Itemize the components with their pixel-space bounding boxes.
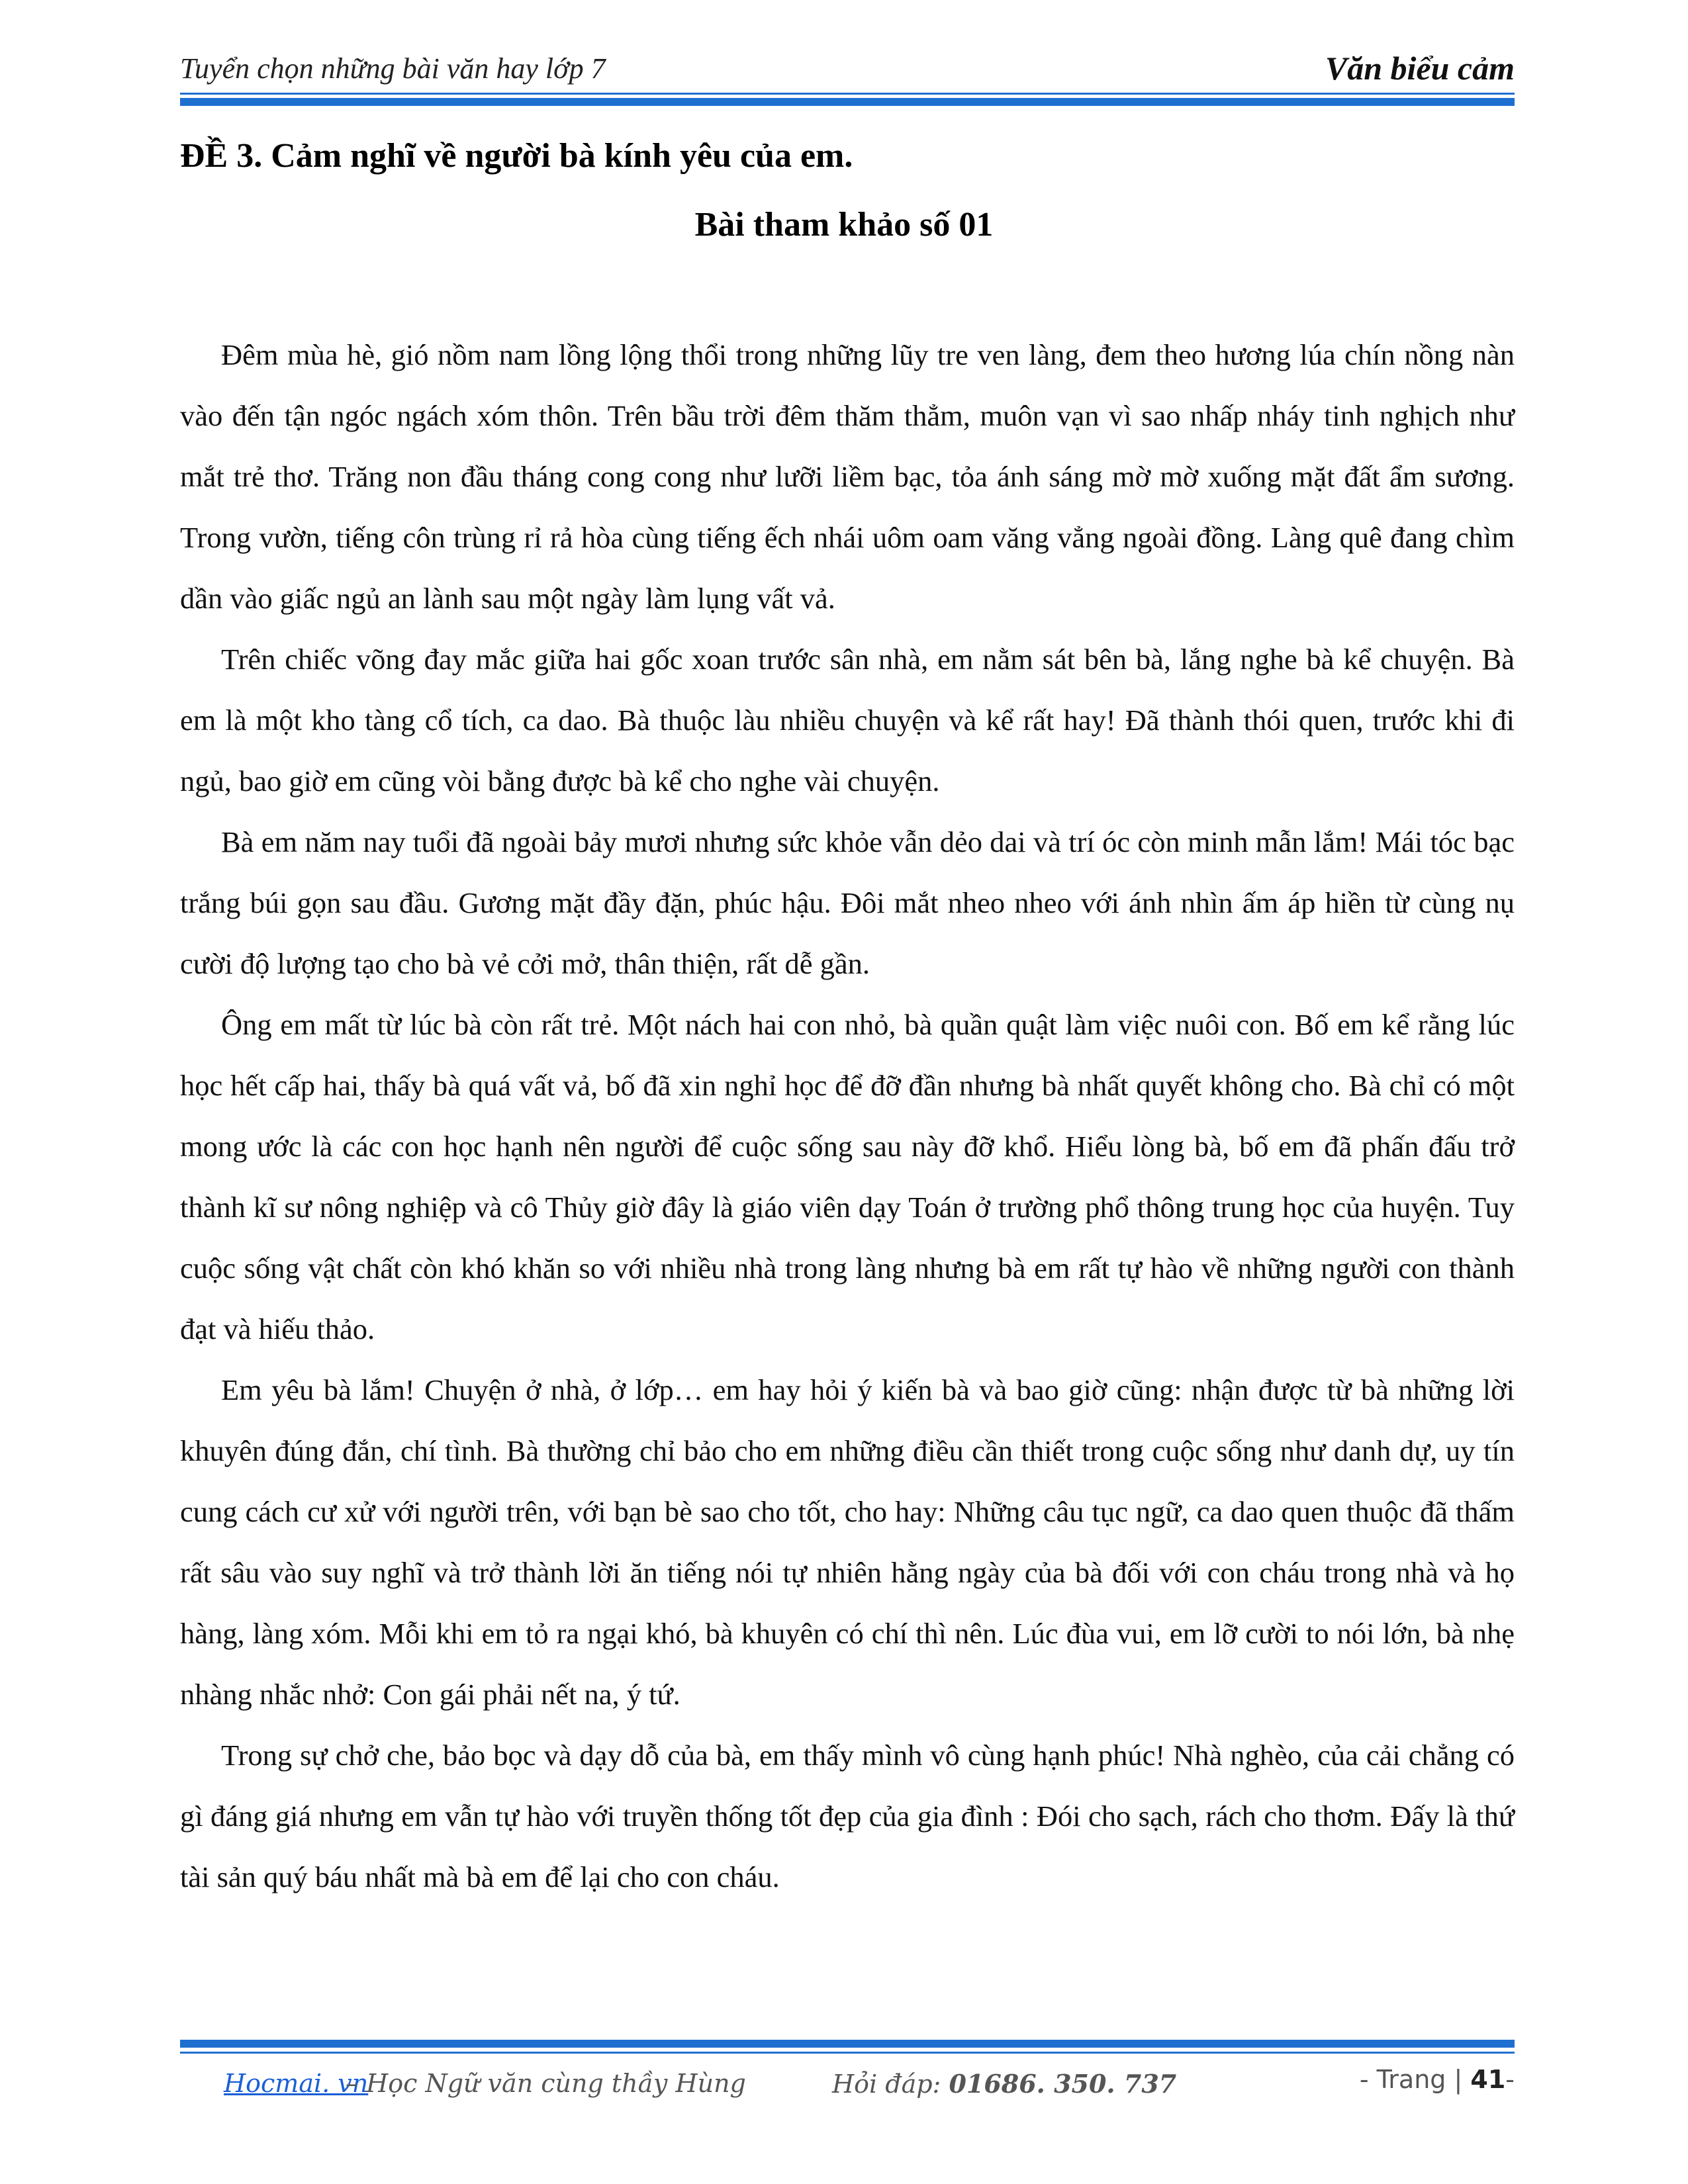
page-prefix: - Trang | xyxy=(1359,2065,1471,2094)
page-number xyxy=(1360,2065,1515,2094)
paragraph-3: Bà em năm nay tuổi đã ngoài bảy mươi nhưng sức khỏe vẫn dẻo dai và trí óc còn minh mẫn lắm! Mái tóc bạc trắng búi gọn sau đầu. Gương mặt đầy đặn, phúc hậu. Đôi mắt nheo nheo với ánh nhìn ấm áp hiền từ cùng nụ cười độ lượng tạo cho bà vẻ cởi mở, thân thiện, rất dễ gần. xyxy=(180,825,1515,980)
hotline-number: 01686. 350. 737 xyxy=(949,2069,1177,2099)
hocmai-link[interactable]: Hocmai. vn xyxy=(224,2069,369,2098)
hotline-label: Hỏi đáp: xyxy=(832,2070,949,2099)
essay-body xyxy=(180,324,1515,1907)
page-footer xyxy=(180,2065,1515,2109)
paragraph-4: Ông em mất từ lúc bà còn rất trẻ. Một nách hai con nhỏ, bà quần quật làm việc nuôi con. Bố em kể rằng lúc học hết cấp hai, thấy bà quá vất vả, bố đã xin nghỉ học để đỡ đần nhưng bà nhất quyết không cho. Bà chỉ có một mong ước là các con học hạnh nên người để cuộc sống sau này đỡ khổ. Hiểu lòng bà, bố em đã phấn đấu trở thành kĩ sư nông nghiệp và cô Thủy giờ đây là giáo viên dạy Toán ở trường phổ thông trung học của huyện. Tuy cuộc sống vật chất còn khó khăn so với nhiều nhà trong làng nhưng bà em rất tự hào về những người con thành đạt và hiếu thảo. xyxy=(180,1008,1515,1345)
essay-prompt-title: ĐỀ 3. Cảm nghĩ về người bà kính yêu của em. xyxy=(180,137,853,175)
paragraph-6: Trong sự chở che, bảo bọc và dạy dỗ của bà, em thấy mình vô cùng hạnh phúc! Nhà nghèo, của cải chẳng có gì đáng giá nhưng em vẫn tự hào với truyền thống tốt đẹp của gia đình : Đói cho sạch, rách cho thơm. Đấy là thứ tài sản quý báu nhất mà bà em để lại cho con cháu. xyxy=(180,1739,1515,1893)
footer-hotline xyxy=(832,2069,1176,2099)
page-suffix: - xyxy=(1505,2065,1515,2094)
header-rule-thin xyxy=(180,93,1515,95)
page-number-value: 41 xyxy=(1470,2065,1506,2094)
footer-rule-thin xyxy=(180,2052,1515,2054)
essay-subtitle: Bài tham khảo số 01 xyxy=(694,206,994,244)
footer-teacher-text: – Học Ngữ văn cùng thầy Hùng xyxy=(346,2069,746,2098)
paragraph-2: Trên chiếc võng đay mắc giữa hai gốc xoan trước sân nhà, em nằm sát bên bà, lắng nghe bà kể chuyện. Bà em là một kho tàng cổ tích, ca dao. Bà thuộc làu nhiều chuyện và kể rất hay! Đã thành thói quen, trước khi đi ngủ, bao giờ em cũng vòi bằng được bà kể cho nghe vài chuyện. xyxy=(180,643,1515,797)
header-book-title: Tuyển chọn những bài văn hay lớp 7 xyxy=(180,52,606,85)
header-section-title: Văn biểu cảm xyxy=(1325,50,1515,87)
paragraph-1: Đêm mùa hè, gió nồm nam lồng lộng thổi trong những lũy tre ven làng, đem theo hương lúa chín nồng nàn vào đến tận ngóc ngách xóm thôn. Trên bầu trời đêm thăm thẳm, muôn vạn vì sao nhấp nháy tinh nghịch như mắt trẻ thơ. Trăng non đầu tháng cong cong như lưỡi liềm bạc, tỏa ánh sáng mờ mờ xuống mặt đất ẩm sương. Trong vườn, tiếng côn trùng rỉ rả hòa cùng tiếng ếch nhái uôm oam văng vẳng ngoài đồng. Làng quê đang chìm dần vào giấc ngủ an lành sau một ngày làm lụng vất vả. xyxy=(180,338,1515,615)
footer-rule-thick xyxy=(180,2040,1515,2048)
page-header xyxy=(180,52,1515,91)
paragraph-5: Em yêu bà lắm! Chuyện ở nhà, ở lớp… em hay hỏi ý kiến bà và bao giờ cũng: nhận được từ bà những lời khuyên đúng đắn, chí tình. Bà thường chỉ bảo cho em những điều cần thiết trong cuộc sống như danh dự, uy tín cung cách cư xử với người trên, với bạn bè sao cho tốt, cho hay: Những câu tục ngữ, ca dao quen thuộc đã thấm rất sâu vào suy nghĩ và trở thành lời ăn tiếng nói tự nhiên hằng ngày của bà đối với con cháu trong nhà và họ hàng, làng xóm. Mỗi khi em tỏ ra ngại khó, bà khuyên có chí thì nên. Lúc đùa vui, em lỡ cười to nói lớn, bà nhẹ nhàng nhắc nhở: Con gái phải nết na, ý tứ. xyxy=(180,1373,1515,1711)
header-rule-thick xyxy=(180,98,1515,106)
